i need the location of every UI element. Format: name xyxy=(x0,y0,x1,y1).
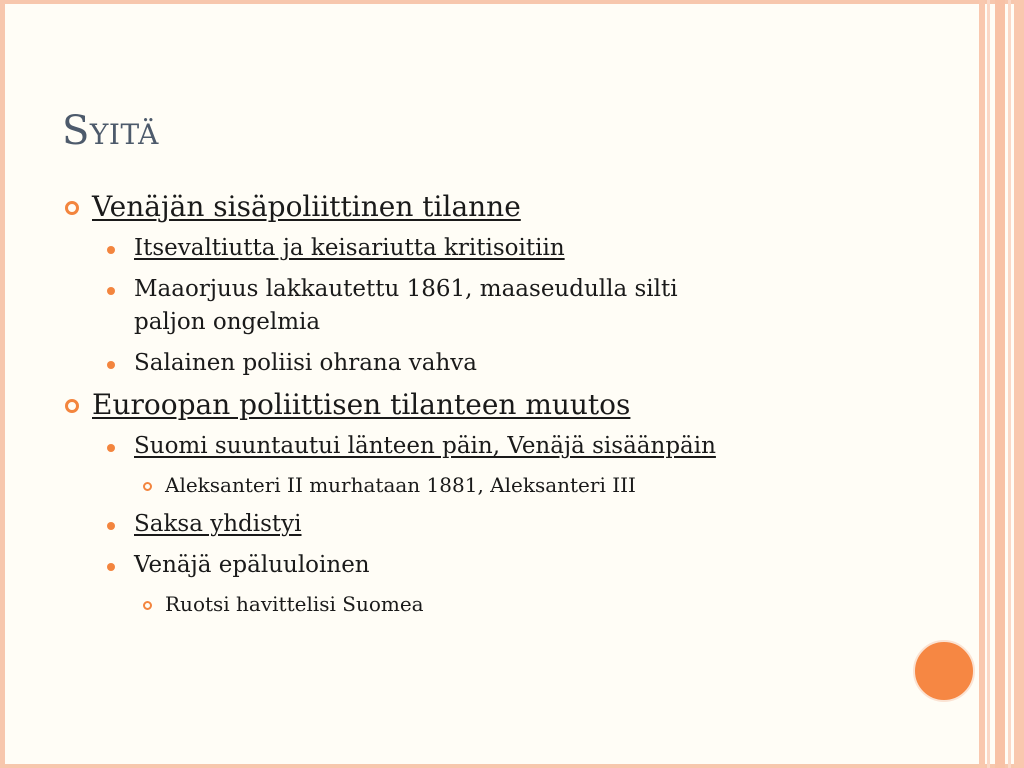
decor-stripe xyxy=(1008,0,1011,768)
small-ring-bullet-icon xyxy=(143,601,152,610)
bullet-text: Itsevaltiutta ja keisariutta kritisoitiin xyxy=(134,235,565,261)
bullet-level2 xyxy=(62,430,882,463)
slide-title: Syitä xyxy=(62,108,159,154)
bullet-text: Saksa yhdistyi xyxy=(134,511,302,537)
ring-bullet-icon xyxy=(65,399,79,413)
dot-bullet-icon xyxy=(107,246,115,254)
decor-circle xyxy=(913,640,975,702)
bullet-text: Maaorjuus lakkautettu 1861, maaseudulla silti xyxy=(134,276,678,302)
bullet-level2 xyxy=(62,549,882,582)
slide-border-left xyxy=(0,0,5,768)
dot-bullet-icon xyxy=(107,444,115,452)
dot-bullet-icon xyxy=(107,563,115,571)
dot-bullet-icon xyxy=(107,287,115,295)
small-ring-bullet-icon xyxy=(143,482,152,491)
bullet-text-continued: paljon ongelmia xyxy=(134,309,321,335)
dot-bullet-icon xyxy=(107,522,115,530)
bullet-text: Suomi suuntautui länteen päin, Venäjä sisäänpäin xyxy=(134,433,716,459)
dot-bullet-icon xyxy=(107,361,115,369)
bullet-level2 xyxy=(62,232,882,265)
bullet-text: Ruotsi havittelisi Suomea xyxy=(165,592,424,616)
decor-stripe xyxy=(1014,0,1024,768)
bullet-level2 xyxy=(62,273,882,339)
bullet-text: Salainen poliisi ohrana vahva xyxy=(134,350,477,376)
decor-stripe xyxy=(995,0,1005,768)
decor-stripe xyxy=(979,0,985,768)
bullet-text: Euroopan poliittisen tilanteen muutos xyxy=(92,388,631,421)
bullet-level3 xyxy=(62,471,882,499)
bullet-level2 xyxy=(62,508,882,541)
bullet-level2 xyxy=(62,347,882,380)
slide-border-top xyxy=(0,0,1024,4)
bullet-level1 xyxy=(62,388,882,422)
bullet-text: Venäjä epäluuloinen xyxy=(134,552,370,578)
bullet-text: Aleksanteri II murhataan 1881, Aleksanteri III xyxy=(165,473,636,497)
slide-border-bottom xyxy=(0,764,1024,768)
bullet-level3 xyxy=(62,590,882,618)
bullet-text: Venäjän sisäpoliittinen tilanne xyxy=(92,190,521,223)
bullet-level1 xyxy=(62,190,882,224)
decor-stripe xyxy=(987,0,990,768)
ring-bullet-icon xyxy=(65,201,79,215)
slide-content xyxy=(62,190,882,627)
